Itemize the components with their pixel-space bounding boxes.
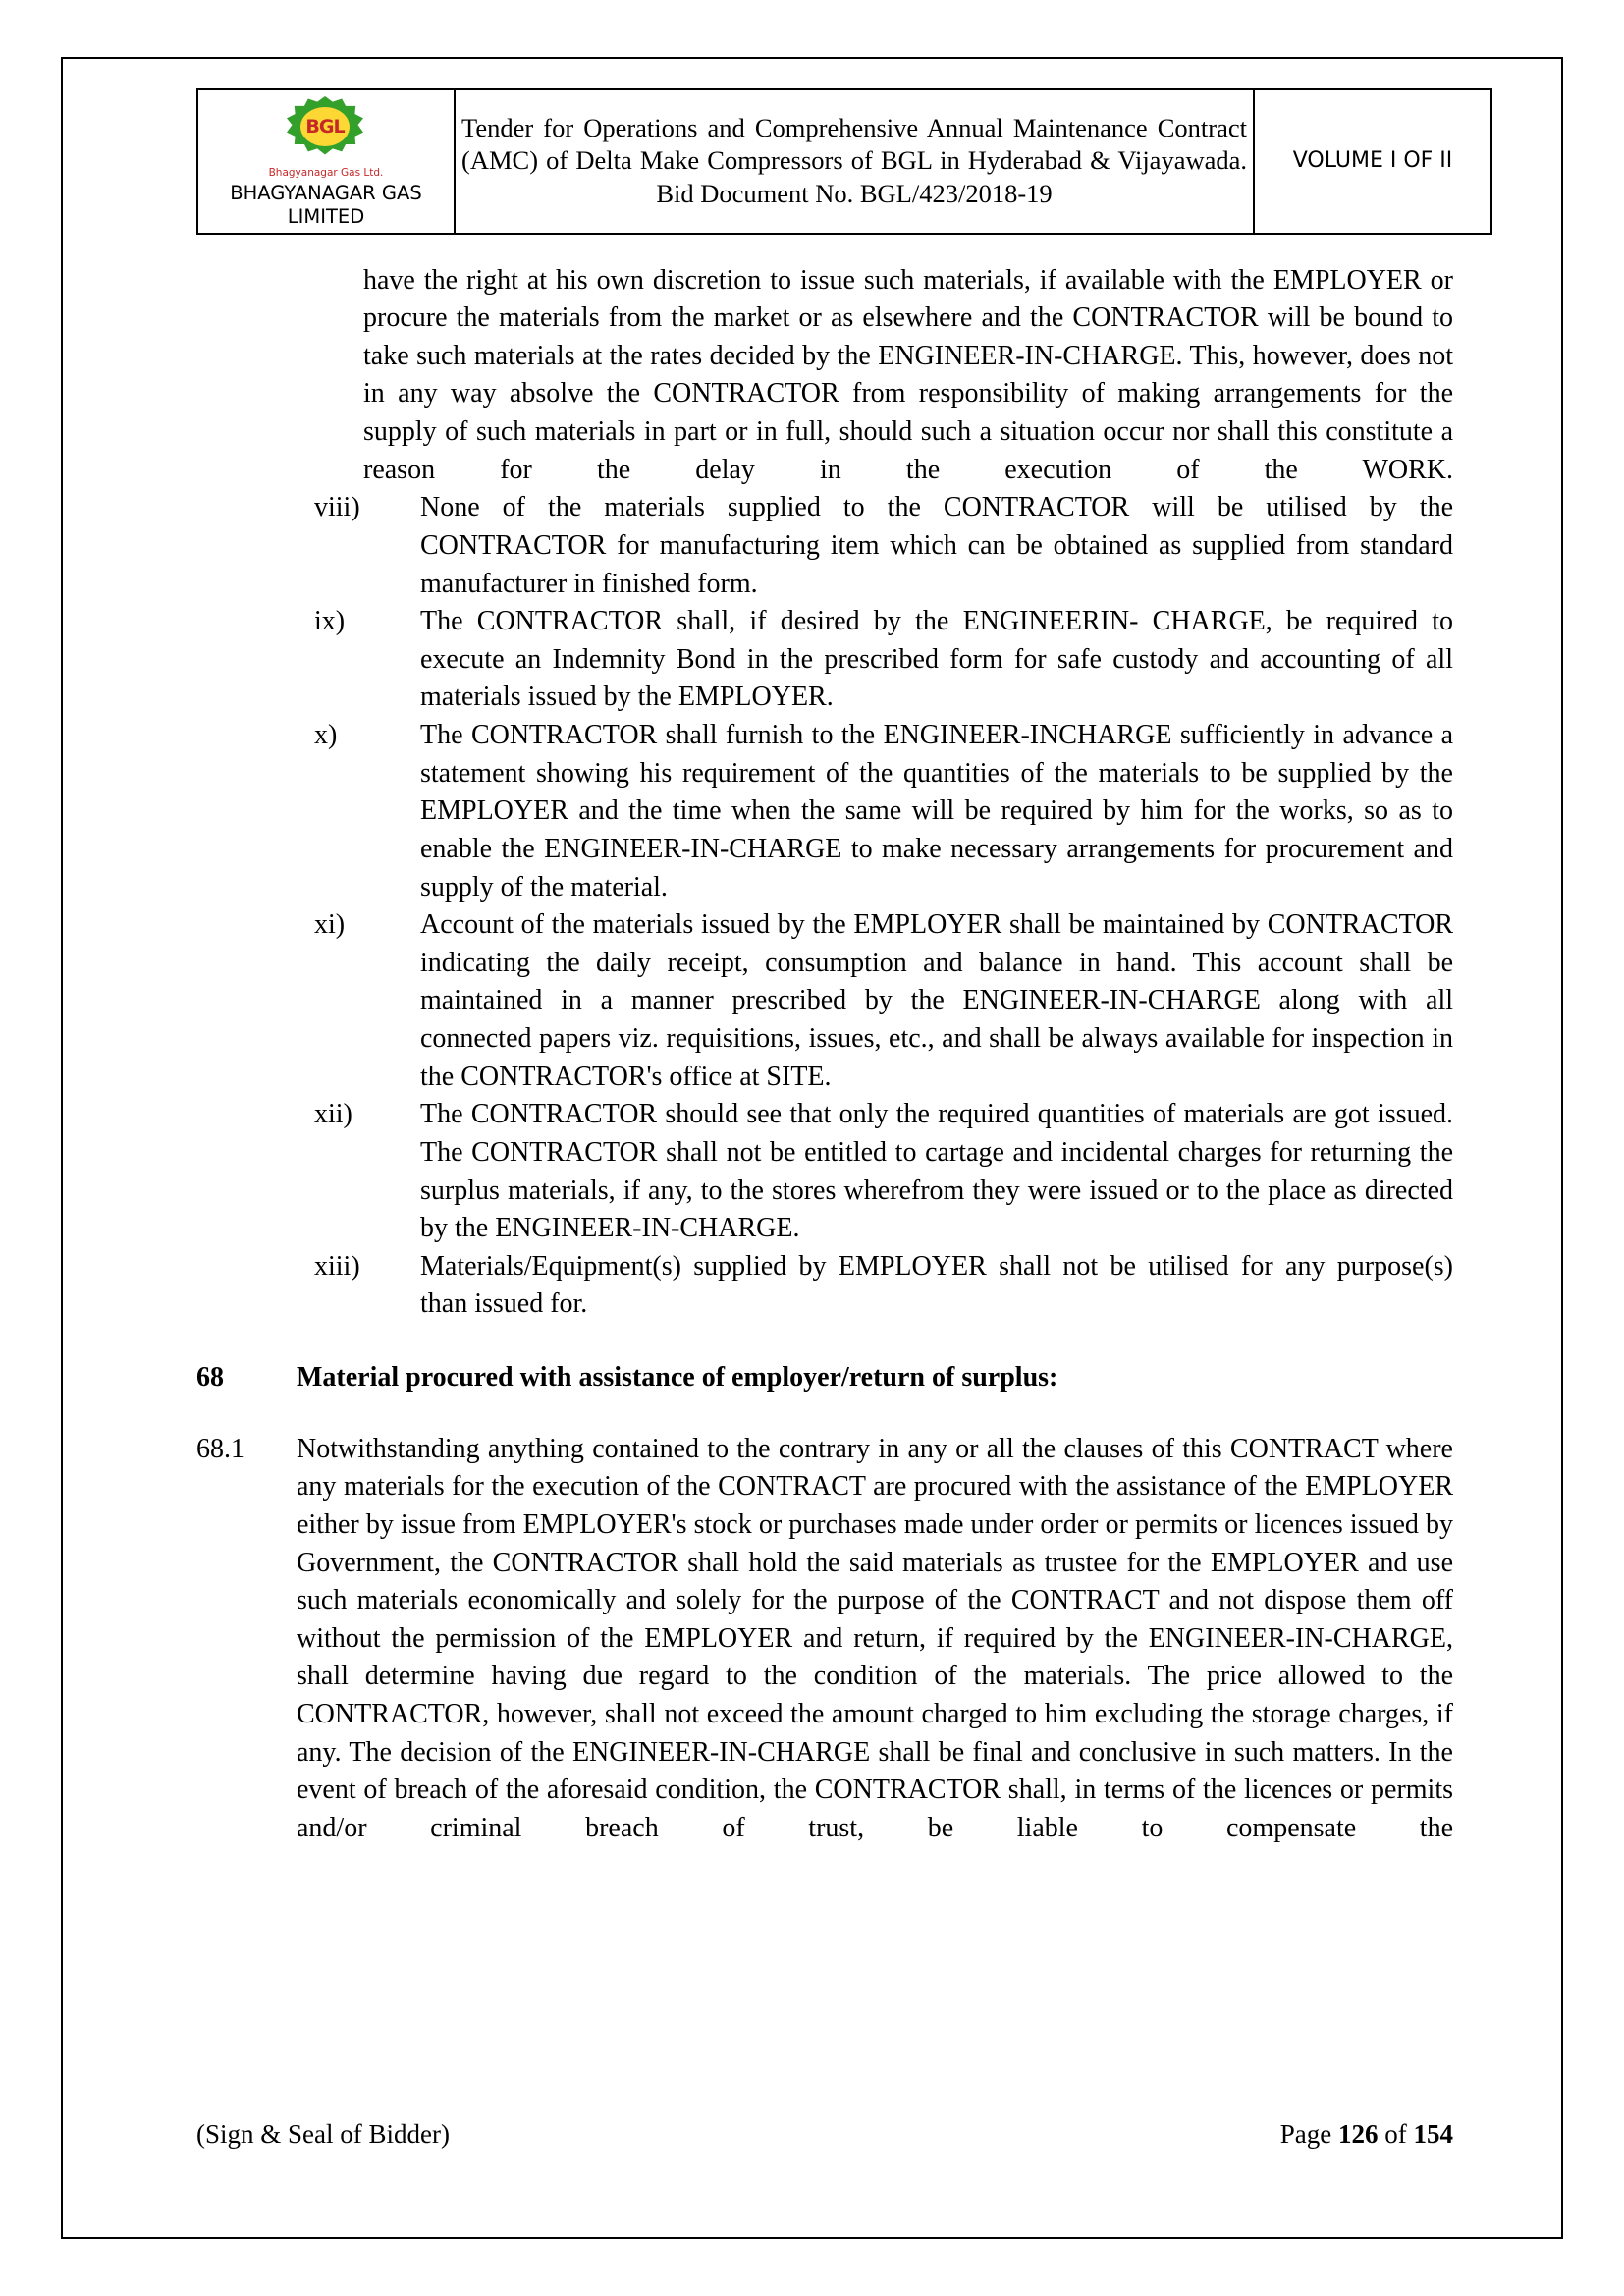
list-item-marker: ix) bbox=[314, 606, 346, 637]
header-bid-document-no: Bid Document No. BGL/423/2018-19 bbox=[656, 179, 1053, 209]
footer-sign-seal: (Sign & Seal of Bidder) bbox=[196, 2119, 450, 2149]
header-row bbox=[197, 89, 1491, 234]
footer-page-number: 126 bbox=[1338, 2119, 1379, 2149]
header-title-cell bbox=[455, 89, 1254, 234]
list-item-marker: xii) bbox=[314, 1099, 352, 1130]
footer-total-pages: 154 bbox=[1413, 2119, 1453, 2149]
clause-text: Notwithstanding anything contained to the contrary in any or all the clauses of this CONTRACT where any materials for the execution of the CONTRACT are procured with the assistance of the EMPLOYER either by issue from EMPLOYER's stock or purchases made under order or permits or licences issued by Government, the CONTRACTOR shall hold the said materials as trustee for the EMPLOYER and use such materials economically and solely for the purpose of the CONTRACT and not dispose them off without the permission of the EMPLOYER and return, if required by the ENGINEER-IN-CHARGE, shall determine having due regard to the condition of the materials. The price allowed to the CONTRACTOR, however, shall not exceed the amount charged to him excluding the storage charges, if any. The decision of the ENGINEER-IN-CHARGE shall be final and conclusive in such matters. In the event of breach of the aforesaid condition, the CONTRACTOR shall, in terms of the licences or permits and/or criminal breach of trust, be liable to compensate the bbox=[297, 1433, 1453, 1843]
logo-letters: BGL bbox=[305, 116, 345, 137]
footer-page-info bbox=[1280, 2119, 1453, 2150]
page-content bbox=[196, 88, 1453, 1848]
list-item-marker: x) bbox=[314, 720, 338, 751]
list-item-marker: viii) bbox=[314, 492, 360, 523]
header-logo-cell bbox=[197, 89, 455, 234]
list-item-text: None of the materials supplied to the CONTRACTOR will be utilised by the CONTRACTOR for manufacturing item which can be obtained as supplied from standard manufacturer in finished form. bbox=[420, 492, 1453, 599]
list-item-marker: xi) bbox=[314, 909, 346, 941]
list-item bbox=[314, 1096, 1453, 1248]
list-item bbox=[314, 717, 1453, 906]
list-item-text: The CONTRACTOR shall furnish to the ENGINEER-INCHARGE sufficiently in advance a statement showing his requirement of the quantities of the materials to be supplied by the EMPLOYER and the time when the same will be required by him for the works, so as to enable the ENGINEER-IN-CHARGE to make necessary arrangements for procurement and supply of the material. bbox=[420, 720, 1453, 902]
list-item-text: The CONTRACTOR shall, if desired by the ENGINEERIN- CHARGE, be required to execute an Indemnity Bond in the prescribed form for safe custody and accounting of all materials issued by the EMPLOYER. bbox=[420, 606, 1453, 713]
list-item bbox=[314, 603, 1453, 717]
footer-of-label: of bbox=[1378, 2119, 1414, 2149]
list-item bbox=[314, 906, 1453, 1096]
clause-68-1 bbox=[196, 1431, 1453, 1848]
continued-paragraph: have the right at his own discretion to issue such materials, if available with the EMPLOYER or procure the materials from the market or as elsewhere and the CONTRACTOR will be bound to take such materials at the rates decided by the ENGINEER-IN-CHARGE. This, however, does not in any way absolve the CONTRACTOR from responsibility of making arrangements for the supply of such materials in part or in full, should such a situation occur nor shall this constitute a reason for the delay in the execution of the WORK. bbox=[363, 264, 1453, 485]
clause-number: 68.1 bbox=[196, 1433, 244, 1464]
bgl-logo-icon bbox=[279, 94, 373, 167]
document-header-table bbox=[196, 88, 1492, 235]
list-item-text: The CONTRACTOR should see that only the required quantities of materials are got issued. The CONTRACTOR shall not be entitled to cartage and incidental charges for returning the surplus materials, if any, to the stores wherefrom they were issued or to the place as directed by the ENGINEER-IN-CHARGE. bbox=[420, 1099, 1453, 1244]
list-item-text: Materials/Equipment(s) supplied by EMPLOYER shall not be utilised for any purpose(s) than issued for. bbox=[420, 1250, 1453, 1320]
logo-tagline: Bhagyanagar Gas Ltd. bbox=[268, 167, 384, 179]
clause-heading-number: 68 bbox=[196, 1362, 224, 1394]
clause-heading-title: Material procured with assistance of employer/return of surplus: bbox=[297, 1362, 1058, 1394]
page-footer bbox=[196, 2119, 1453, 2150]
list-item bbox=[314, 489, 1453, 603]
list-item-text: Account of the materials issued by the EMPLOYER shall be maintained by CONTRACTOR indicating the daily receipt, consumption and balance in hand. This account shall be maintained in a manner prescribed by the ENGINEER-IN-CHARGE along with all connected papers viz. requisitions, issues, etc., and shall be always available for inspection in the CONTRACTOR's office at SITE. bbox=[420, 909, 1453, 1092]
logo-company-name: BHAGYANAGAR GAS LIMITED bbox=[230, 182, 422, 228]
header-title-main: Tender for Operations and Comprehensive Annual Maintenance Contract (AMC) of Delta Make Compressors of BGL in Hyderabad & Vijayawada. bbox=[461, 112, 1247, 176]
footer-page-label: Page bbox=[1279, 2119, 1338, 2149]
list-item-marker: xiii) bbox=[314, 1250, 360, 1282]
list-item bbox=[314, 1248, 1453, 1324]
document-body bbox=[196, 262, 1453, 1848]
clause-heading bbox=[196, 1359, 1453, 1397]
header-volume-cell: VOLUME I OF II bbox=[1254, 89, 1491, 234]
